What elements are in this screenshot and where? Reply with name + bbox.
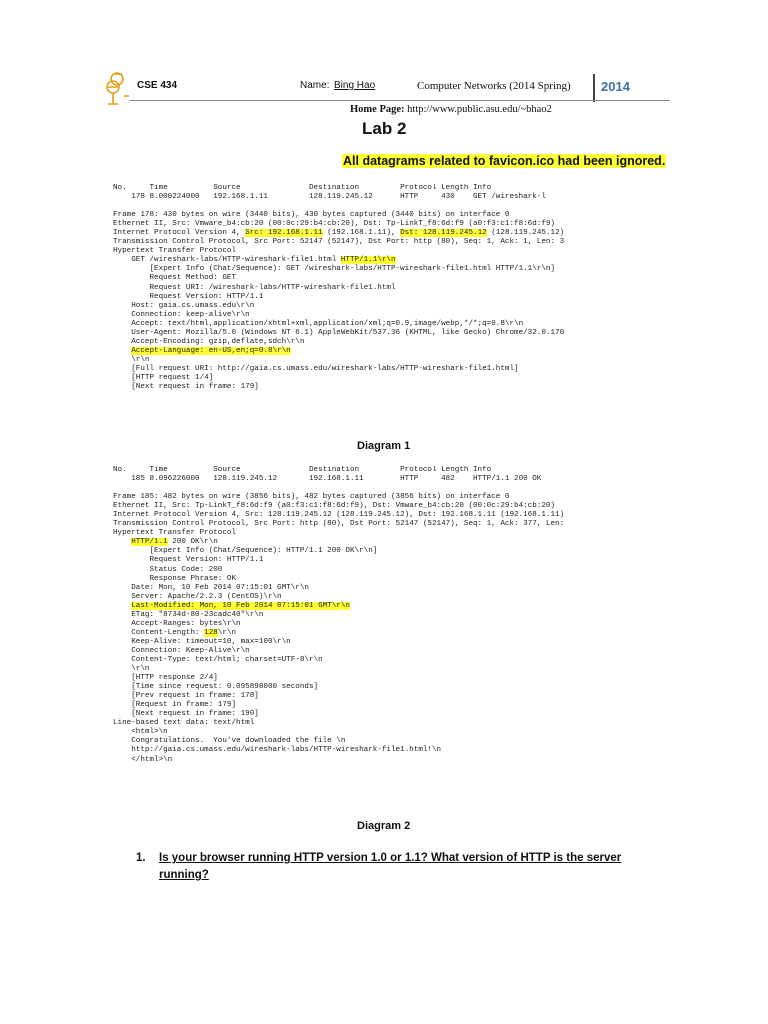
- homepage-url: http://www.public.asu.edu/~bhao2: [407, 104, 552, 115]
- diagram1-capture-line: [113, 229, 658, 238]
- note-banner: All datagrams related to favicon.ico had been ignored.: [343, 154, 666, 168]
- highlighted-text: Last-Modified: Mon, 10 Feb 2014 07:15:01 GMT\r\n: [131, 601, 350, 610]
- diagram2-capture-line: [113, 584, 658, 593]
- capture-text: Ethernet II, Src: Vmware_b4:cb:20 (00:0c:29:b4:cb:20), Dst: Tp-LinkT_f8:6d:f9 (a0:f3:c1:f8:6d:f9): [113, 220, 556, 229]
- diagram1-capture-line: [113, 374, 658, 383]
- year-label: 2014: [601, 79, 630, 94]
- capture-text: [Request in frame: 179]: [113, 701, 237, 710]
- diagram1-capture-line: [113, 265, 658, 274]
- capture-text: \r\n: [217, 628, 237, 637]
- diagram2-capture-line: [113, 683, 658, 692]
- capture-text: (192.168.1.11),: [322, 229, 401, 238]
- capture-text: No. Time Source Destination Protocol Length Info: [113, 184, 492, 192]
- capture-text: Hypertext Transfer Protocol: [113, 529, 237, 538]
- diagram2-capture-line: [113, 710, 658, 719]
- name-label: Name:: [300, 80, 330, 91]
- capture-text: Internet Protocol Version 4, Src: 128.119.245.12 (128.119.245.12), Dst: 192.168.1.11 (192.168.1.11): [113, 511, 565, 520]
- capture-text: Transmission Control Protocol, Src Port: 52147 (52147), Dst Port: http (80), Seq: 1, Ack: 1, Len: 3: [113, 238, 565, 247]
- capture-text: Accept: text/html,application/xhtml+xml,application/xml;q=0.9,image/webp,*/*;q=0.8\r\n: [113, 319, 524, 328]
- diagram2-capture-line: [113, 656, 658, 665]
- capture-text: Keep-Alive: timeout=10, max=100\r\n: [113, 637, 291, 646]
- capture-text: Connection: keep-alive\r\n: [113, 310, 250, 319]
- highlighted-text: Accept-Language: en-US,en;q=0.8\r\n: [131, 346, 291, 355]
- highlighted-text: HTTP/1.1: [131, 538, 168, 547]
- diagram-1-packet-capture: [113, 184, 658, 392]
- highlighted-text: 128: [204, 628, 218, 637]
- diagram2-capture-line: [113, 638, 658, 647]
- diagram-2-packet-capture: [113, 466, 658, 765]
- capture-text: 178 8.000224000 192.168.1.11 128.119.245.12 HTTP 430 GET /wireshark-l: [113, 193, 546, 202]
- capture-text: [113, 538, 131, 546]
- capture-text: (128.119.245.12): [486, 229, 565, 238]
- homepage-label: Home Page:: [350, 104, 405, 115]
- capture-text: Connection: Keep-Alive\r\n: [113, 646, 250, 655]
- capture-text: \r\n: [113, 355, 150, 364]
- homepage-line: [350, 104, 552, 115]
- diagram1-capture-line: [113, 302, 658, 311]
- diagram2-capture-line: [113, 575, 658, 584]
- capture-text: Request Method: GET: [113, 274, 237, 283]
- course-code: CSE 434: [137, 80, 178, 91]
- page-title: Lab 2: [362, 119, 407, 138]
- diagram2-capture-line: [113, 475, 658, 484]
- capture-text: Status Code: 200: [113, 565, 223, 574]
- capture-text: Content-Length:: [113, 628, 205, 637]
- capture-text: Accept-Encoding: gzip,deflate,sdch\r\n: [113, 337, 305, 346]
- author-name: Bing Hao: [334, 80, 376, 91]
- diagram1-capture-line: [113, 383, 658, 392]
- capture-text: 185 8.096226000 128.119.245.12 192.168.1.11 HTTP 482 HTTP/1.1 200 OK: [113, 475, 542, 484]
- diagram1-capture-line: [113, 256, 658, 265]
- diagram1-capture-line: [113, 202, 658, 211]
- diagram2-capture-line: [113, 484, 658, 493]
- question-text: Is your browser running HTTP version 1.0 or 1.1? What version of HTTP is the server running?: [159, 852, 622, 881]
- course-title: Computer Networks (2014 Spring): [417, 80, 571, 92]
- capture-text: Response Phrase: OK: [113, 574, 237, 583]
- capture-text: Request Version: HTTP/1.1: [113, 292, 264, 301]
- capture-text: Accept-Ranges: bytes\r\n: [113, 619, 241, 628]
- capture-text: Server: Apache/2.2.3 (CentOS)\r\n: [113, 592, 282, 601]
- diagram2-capture-line: [113, 719, 658, 728]
- capture-text: </html>\n: [113, 755, 173, 764]
- capture-text: GET /wireshark-labs/HTTP-wireshark-file1.html: [113, 256, 341, 265]
- diagram2-capture-line: [113, 756, 658, 765]
- capture-text: Frame 185: 482 bytes on wire (3856 bits), 482 bytes captured (3856 bits) on interface 0: [113, 493, 510, 502]
- diagram1-capture-line: [113, 238, 658, 247]
- diagram1-capture-line: [113, 284, 658, 293]
- diagram2-capture-line: [113, 665, 658, 674]
- diagram1-capture-line: [113, 184, 658, 193]
- diagram1-capture-line: [113, 193, 658, 202]
- diagram2-capture-line: [113, 520, 658, 529]
- capture-text: http://gaia.cs.umass.edu/wireshark-labs/HTTP-wireshark-file1.html!\n: [113, 746, 442, 755]
- diagram2-capture-line: [113, 566, 658, 575]
- diagram1-capture-line: [113, 220, 658, 229]
- capture-text: Host: gaia.cs.umass.edu\r\n: [113, 301, 255, 310]
- capture-text: Line-based text data: text/html: [113, 719, 255, 728]
- diagram2-capture-line: [113, 538, 658, 547]
- capture-text: Request Version: HTTP/1.1: [113, 556, 264, 565]
- capture-text: [HTTP response 2/4]: [113, 674, 218, 683]
- capture-text: \r\n: [113, 665, 150, 674]
- diagram1-capture-line: [113, 356, 658, 365]
- capture-text: [Next request in frame: 179]: [113, 383, 259, 392]
- diagram2-capture-line: [113, 629, 658, 638]
- diagram2-capture-line: [113, 746, 658, 755]
- capture-text: Request URI: /wireshark-labs/HTTP-wireshark-file1.html: [113, 283, 396, 292]
- capture-text: Hypertext Transfer Protocol: [113, 247, 237, 256]
- diagram1-capture-line: [113, 293, 658, 302]
- capture-text: No. Time Source Destination Protocol Length Info: [113, 466, 492, 474]
- diagram2-capture-line: [113, 647, 658, 656]
- capture-text: Content-Type: text/html; charset=UTF-8\r\n: [113, 655, 323, 664]
- diagram2-capture-line: [113, 593, 658, 602]
- capture-text: Transmission Control Protocol, Src Port: http (80), Dst Port: 52147 (52147), Seq: 1, Ack: 377, Len:: [113, 520, 565, 529]
- diagram1-capture-line: [113, 320, 658, 329]
- highlighted-text: Dst: 128.119.245.12: [400, 229, 487, 238]
- diagram1-capture-line: [113, 338, 658, 347]
- capture-text: Date: Mon, 10 Feb 2014 07:15:01 GMT\r\n: [113, 583, 309, 592]
- diagram2-capture-line: [113, 493, 658, 502]
- capture-text: User-Agent: Mozilla/5.0 (Windows NT 6.1) AppleWebKit/537.36 (KHTML, like Gecko) Chrome/32.0.170: [113, 328, 565, 337]
- diagram2-capture-line: [113, 556, 658, 565]
- diagram2-capture-line: [113, 728, 658, 737]
- capture-text: Congratulations. You've downloaded the file \n: [113, 737, 346, 746]
- capture-text: [Full request URI: http://gaia.cs.umass.edu/wireshark-labs/HTTP-wireshark-file1.html]: [113, 364, 519, 373]
- diagram-1-caption: Diagram 1: [357, 440, 411, 452]
- diagram2-capture-line: [113, 692, 658, 701]
- diagram2-capture-line: [113, 620, 658, 629]
- capture-text: [Expert Info (Chat/Sequence): HTTP/1.1 200 OK\r\n]: [113, 547, 378, 556]
- diagram2-capture-line: [113, 602, 658, 611]
- diagram2-capture-line: [113, 611, 658, 620]
- diagram1-capture-line: [113, 347, 658, 356]
- capture-text: [Prev request in frame: 178]: [113, 692, 259, 701]
- capture-text: <html>\n: [113, 728, 168, 737]
- diagram2-capture-line: [113, 502, 658, 511]
- capture-text: [HTTP request 1/4]: [113, 373, 214, 382]
- capture-text: Frame 178: 430 bytes on wire (3440 bits), 430 bytes captured (3440 bits) on interface 0: [113, 211, 510, 220]
- capture-text: Ethernet II, Src: Tp-LinkT_f8:6d:f9 (a0:f3:c1:f8:6d:f9), Dst: Vmware_b4:cb:20 (00:0c:29:b4:cb:20): [113, 502, 556, 511]
- diagram2-capture-line: [113, 547, 658, 556]
- header-rule: [130, 100, 670, 101]
- highlighted-text: Src: 192.168.1.11: [245, 229, 323, 238]
- capture-text: 200 OK\r\n: [167, 538, 218, 547]
- diagram2-capture-line: [113, 529, 658, 538]
- diagram2-capture-line: [113, 701, 658, 710]
- capture-text: [113, 347, 131, 355]
- capture-text: Internet Protocol Version 4,: [113, 229, 246, 238]
- diagram2-capture-line: [113, 466, 658, 475]
- diagram2-capture-line: [113, 674, 658, 683]
- diagram1-capture-line: [113, 311, 658, 320]
- capture-text: [Expert Info (Chat/Sequence): GET /wireshark-labs/HTTP-wireshark-file1.html HTTP/1.1\r\n]: [113, 265, 556, 274]
- capture-text: [113, 602, 131, 610]
- diagram1-capture-line: [113, 274, 658, 283]
- diagram2-capture-line: [113, 511, 658, 520]
- diagram-2-caption: Diagram 2: [357, 820, 411, 832]
- capture-text: ETag: "8734d-80-23cadc40"\r\n: [113, 610, 264, 619]
- header-divider: [593, 74, 595, 102]
- question-number: 1.: [136, 852, 146, 864]
- course-logo-icon: [104, 70, 130, 108]
- highlighted-text: HTTP/1.1\r\n: [340, 256, 396, 265]
- diagram1-capture-line: [113, 365, 658, 374]
- capture-text: [Time since request: 0.095898000 seconds]: [113, 683, 319, 692]
- diagram1-capture-line: [113, 211, 658, 220]
- capture-text: [Next request in frame: 190]: [113, 710, 259, 719]
- diagram2-capture-line: [113, 737, 658, 746]
- diagram1-capture-line: [113, 247, 658, 256]
- diagram1-capture-line: [113, 329, 658, 338]
